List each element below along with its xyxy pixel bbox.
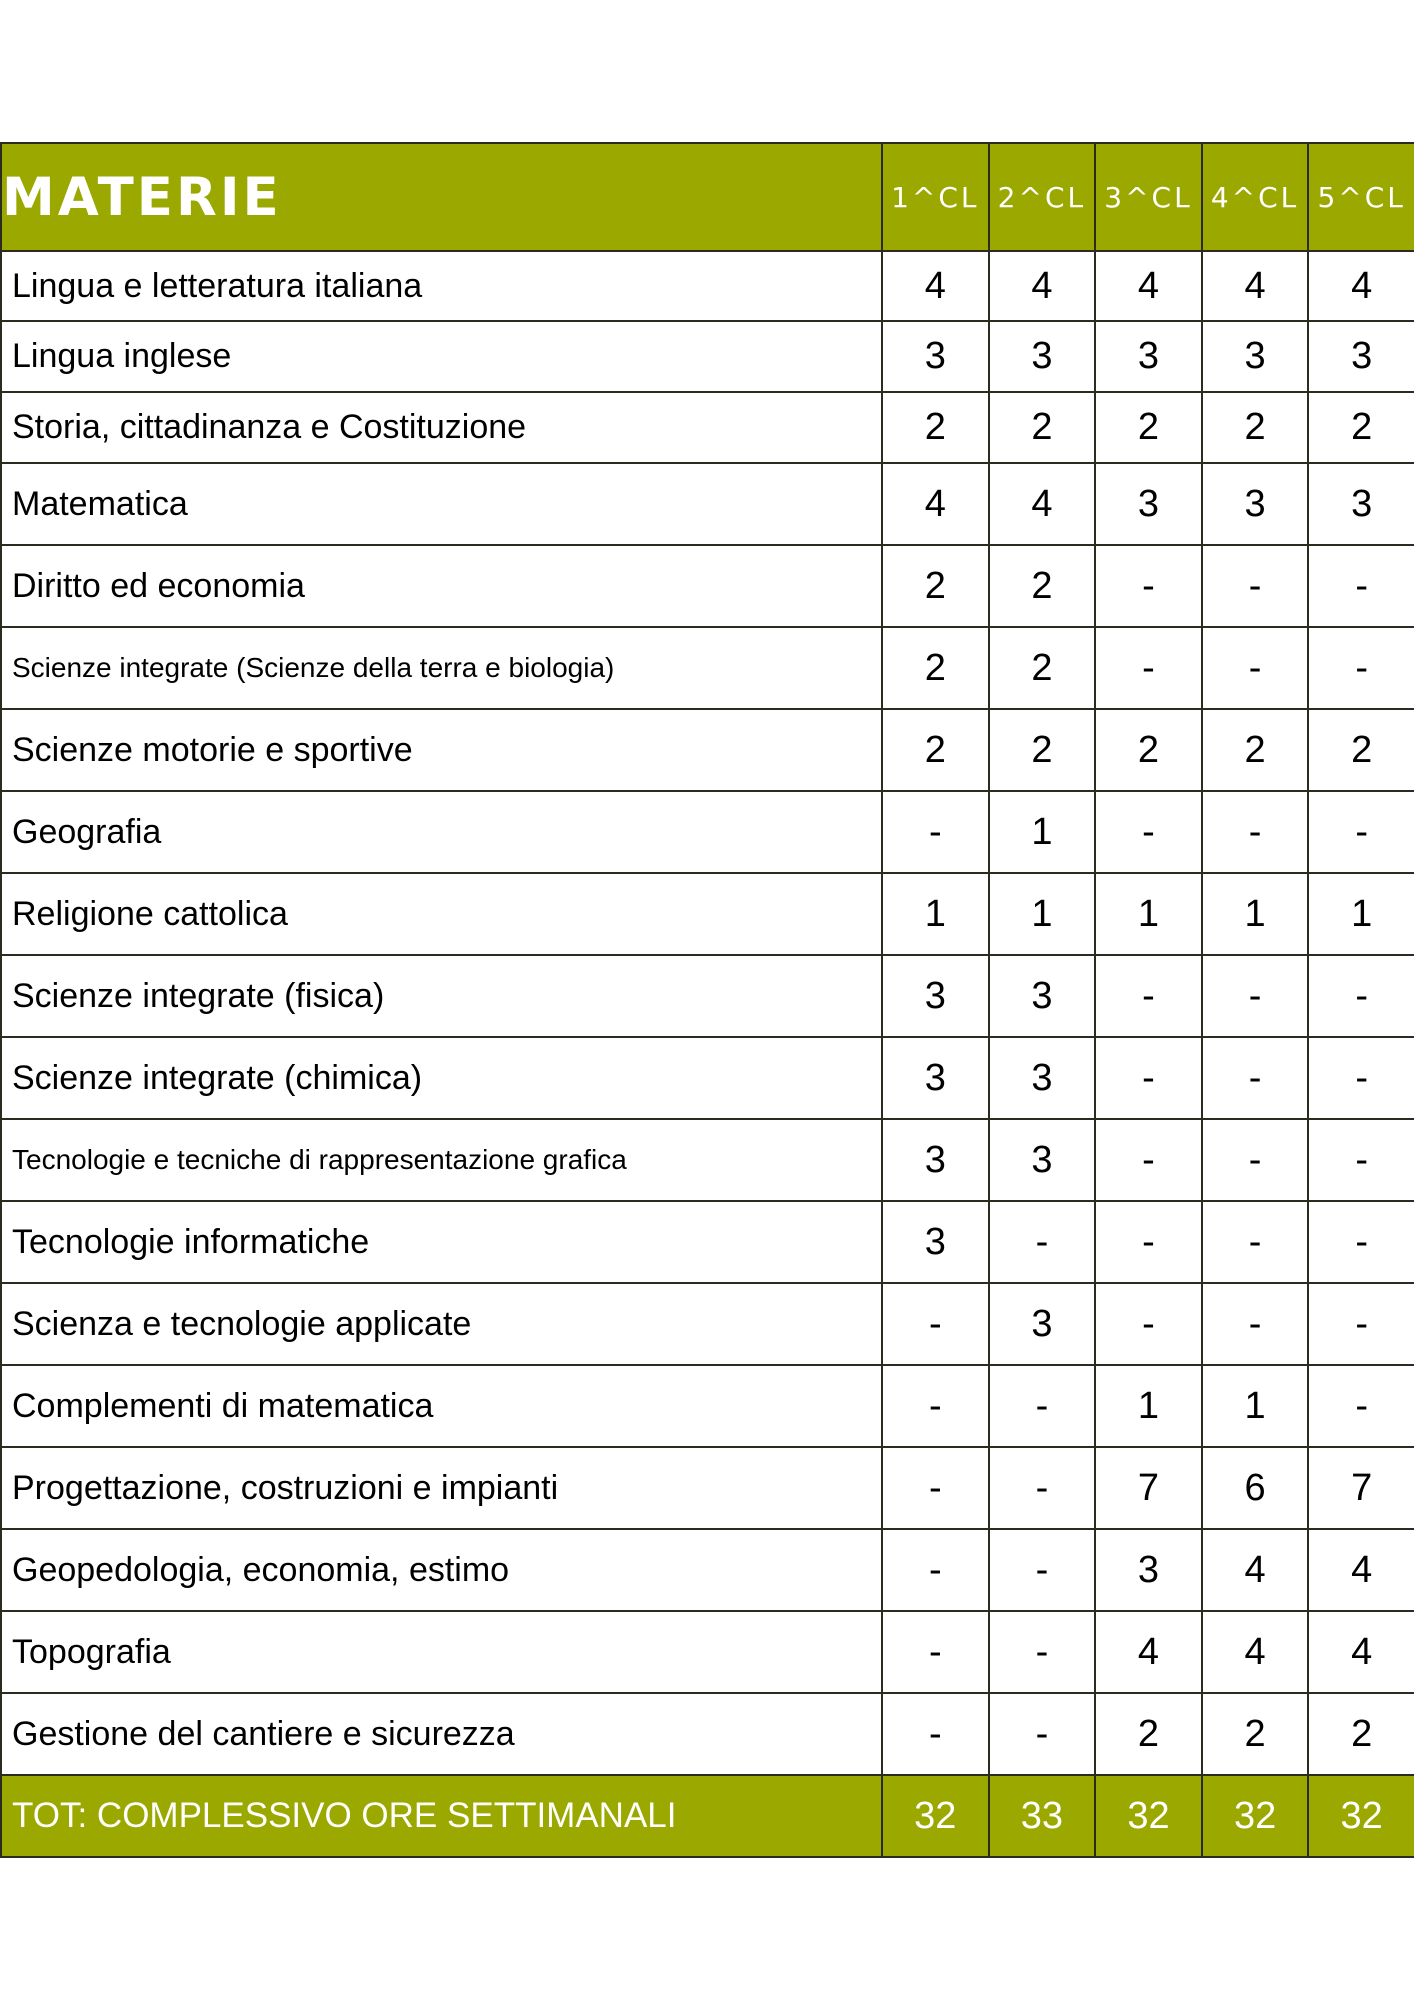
hours-cell: 3 xyxy=(882,1119,989,1201)
hours-cell: - xyxy=(1202,1037,1309,1119)
hours-cell: 2 xyxy=(1308,392,1414,463)
hours-cell: 3 xyxy=(989,321,1096,392)
hours-cell: 2 xyxy=(1095,1693,1202,1775)
hours-cell: 2 xyxy=(1095,392,1202,463)
hours-cell: 6 xyxy=(1202,1447,1309,1529)
hours-cell: 3 xyxy=(1202,463,1309,545)
total-value: 33 xyxy=(989,1775,1096,1857)
subject-name: Progettazione, costruzioni e impianti xyxy=(1,1447,882,1529)
hours-cell: - xyxy=(1202,791,1309,873)
table-header xyxy=(1,143,1414,251)
hours-cell: - xyxy=(989,1693,1096,1775)
hours-cell: 3 xyxy=(1202,321,1309,392)
hours-cell: 4 xyxy=(989,463,1096,545)
hours-cell: 2 xyxy=(1095,709,1202,791)
hours-cell: - xyxy=(1308,1365,1414,1447)
hours-cell: 3 xyxy=(882,955,989,1037)
hours-cell: - xyxy=(989,1611,1096,1693)
hours-cell: 3 xyxy=(989,955,1096,1037)
hours-cell: - xyxy=(882,1447,989,1529)
table-row xyxy=(1,251,1414,321)
hours-cell: 2 xyxy=(1202,392,1309,463)
table-body xyxy=(1,251,1414,1775)
hours-cell: - xyxy=(1202,1201,1309,1283)
subject-name: Religione cattolica xyxy=(1,873,882,955)
hours-cell: - xyxy=(882,1529,989,1611)
subject-name: Scienze integrate (fisica) xyxy=(1,955,882,1037)
hours-cell: - xyxy=(1202,627,1309,709)
total-value: 32 xyxy=(1308,1775,1414,1857)
table-row xyxy=(1,709,1414,791)
hours-cell: - xyxy=(1095,627,1202,709)
hours-cell: 2 xyxy=(989,545,1096,627)
hours-cell: 2 xyxy=(1202,709,1309,791)
hours-cell: - xyxy=(882,1283,989,1365)
hours-cell: 2 xyxy=(882,627,989,709)
header-class-1: 1^CL xyxy=(882,143,989,251)
hours-cell: - xyxy=(989,1201,1096,1283)
table-row xyxy=(1,627,1414,709)
hours-cell: 3 xyxy=(1308,463,1414,545)
hours-cell: - xyxy=(1202,545,1309,627)
subject-name: Tecnologie e tecniche di rappresentazione grafica xyxy=(1,1119,882,1201)
subject-name: Scienze motorie e sportive xyxy=(1,709,882,791)
hours-cell: - xyxy=(882,791,989,873)
hours-cell: 7 xyxy=(1095,1447,1202,1529)
header-class-3: 3^CL xyxy=(1095,143,1202,251)
table-row xyxy=(1,545,1414,627)
hours-cell: 3 xyxy=(882,1037,989,1119)
hours-cell: 2 xyxy=(1308,709,1414,791)
table-footer xyxy=(1,1775,1414,1857)
table-row xyxy=(1,1365,1414,1447)
hours-cell: - xyxy=(989,1529,1096,1611)
hours-cell: 7 xyxy=(1308,1447,1414,1529)
hours-cell: - xyxy=(1095,1283,1202,1365)
table-row xyxy=(1,321,1414,392)
table-row xyxy=(1,1447,1414,1529)
hours-cell: 4 xyxy=(882,251,989,321)
hours-cell: - xyxy=(1095,545,1202,627)
total-row xyxy=(1,1775,1414,1857)
table-row xyxy=(1,1283,1414,1365)
hours-cell: 4 xyxy=(1308,1529,1414,1611)
hours-cell: 2 xyxy=(882,709,989,791)
hours-cell: - xyxy=(1202,1119,1309,1201)
hours-cell: - xyxy=(1095,791,1202,873)
total-value: 32 xyxy=(882,1775,989,1857)
table-row xyxy=(1,463,1414,545)
hours-cell: 4 xyxy=(1308,1611,1414,1693)
hours-cell: 4 xyxy=(1202,251,1309,321)
hours-cell: 4 xyxy=(1202,1611,1309,1693)
hours-cell: - xyxy=(1308,955,1414,1037)
hours-cell: 3 xyxy=(1095,321,1202,392)
hours-cell: 4 xyxy=(1095,1611,1202,1693)
table-row xyxy=(1,1529,1414,1611)
subject-name: Tecnologie informatiche xyxy=(1,1201,882,1283)
hours-cell: 3 xyxy=(1308,321,1414,392)
hours-cell: 4 xyxy=(1202,1529,1309,1611)
hours-cell: 1 xyxy=(1308,873,1414,955)
hours-cell: - xyxy=(1308,791,1414,873)
table-row xyxy=(1,1611,1414,1693)
subject-name: Scienze integrate (chimica) xyxy=(1,1037,882,1119)
hours-cell: - xyxy=(1308,1283,1414,1365)
hours-cell: 3 xyxy=(882,1201,989,1283)
hours-cell: 3 xyxy=(1095,1529,1202,1611)
subject-name: Scienze integrate (Scienze della terra e biologia) xyxy=(1,627,882,709)
hours-cell: - xyxy=(1202,955,1309,1037)
header-class-2: 2^CL xyxy=(989,143,1096,251)
hours-cell: 2 xyxy=(882,545,989,627)
hours-table xyxy=(0,142,1414,1858)
hours-cell: 3 xyxy=(882,321,989,392)
hours-cell: 2 xyxy=(989,709,1096,791)
hours-cell: 3 xyxy=(989,1283,1096,1365)
hours-cell: - xyxy=(989,1447,1096,1529)
hours-cell: 2 xyxy=(882,392,989,463)
hours-cell: 1 xyxy=(1095,873,1202,955)
hours-cell: 4 xyxy=(1095,251,1202,321)
hours-cell: - xyxy=(1308,1201,1414,1283)
hours-cell: 2 xyxy=(1202,1693,1309,1775)
hours-cell: - xyxy=(1095,1201,1202,1283)
hours-cell: 4 xyxy=(1308,251,1414,321)
subject-name: Geografia xyxy=(1,791,882,873)
hours-cell: 3 xyxy=(1095,463,1202,545)
subject-name: Topografia xyxy=(1,1611,882,1693)
header-class-4: 4^CL xyxy=(1202,143,1309,251)
header-class-5: 5^CL xyxy=(1308,143,1414,251)
hours-cell: 1 xyxy=(1202,1365,1309,1447)
hours-cell: 4 xyxy=(989,251,1096,321)
subject-name: Lingua e letteratura italiana xyxy=(1,251,882,321)
table-row xyxy=(1,873,1414,955)
subject-name: Geopedologia, economia, estimo xyxy=(1,1529,882,1611)
hours-cell: - xyxy=(1308,1119,1414,1201)
subject-name: Lingua inglese xyxy=(1,321,882,392)
hours-cell: - xyxy=(1095,1119,1202,1201)
hours-cell: 3 xyxy=(989,1037,1096,1119)
total-value: 32 xyxy=(1202,1775,1309,1857)
hours-cell: - xyxy=(1095,1037,1202,1119)
hours-cell: - xyxy=(882,1365,989,1447)
hours-cell: 1 xyxy=(1095,1365,1202,1447)
subject-name: Gestione del cantiere e sicurezza xyxy=(1,1693,882,1775)
hours-cell: 2 xyxy=(989,627,1096,709)
header-row xyxy=(1,143,1414,251)
hours-cell: - xyxy=(1308,627,1414,709)
total-label: TOT: COMPLESSIVO ORE SETTIMANALI xyxy=(1,1775,882,1857)
table-row xyxy=(1,1693,1414,1775)
total-value: 32 xyxy=(1095,1775,1202,1857)
hours-cell: 4 xyxy=(882,463,989,545)
hours-cell: - xyxy=(989,1365,1096,1447)
hours-cell: - xyxy=(882,1693,989,1775)
hours-cell: - xyxy=(1308,1037,1414,1119)
table-row xyxy=(1,955,1414,1037)
hours-cell: 1 xyxy=(882,873,989,955)
header-subjects: MATERIE xyxy=(1,143,882,251)
hours-cell: 1 xyxy=(989,791,1096,873)
subject-name: Storia, cittadinanza e Costituzione xyxy=(1,392,882,463)
hours-cell: 1 xyxy=(989,873,1096,955)
hours-cell: 2 xyxy=(989,392,1096,463)
table-row xyxy=(1,1119,1414,1201)
hours-cell: - xyxy=(882,1611,989,1693)
subject-name: Complementi di matematica xyxy=(1,1365,882,1447)
hours-cell: - xyxy=(1308,545,1414,627)
hours-cell: 2 xyxy=(1308,1693,1414,1775)
table-row xyxy=(1,392,1414,463)
hours-cell: - xyxy=(1202,1283,1309,1365)
hours-cell: 1 xyxy=(1202,873,1309,955)
subject-name: Scienza e tecnologie applicate xyxy=(1,1283,882,1365)
subject-name: Matematica xyxy=(1,463,882,545)
table-row xyxy=(1,791,1414,873)
table-row xyxy=(1,1201,1414,1283)
subject-name: Diritto ed economia xyxy=(1,545,882,627)
hours-cell: 3 xyxy=(989,1119,1096,1201)
hours-cell: - xyxy=(1095,955,1202,1037)
table-row xyxy=(1,1037,1414,1119)
